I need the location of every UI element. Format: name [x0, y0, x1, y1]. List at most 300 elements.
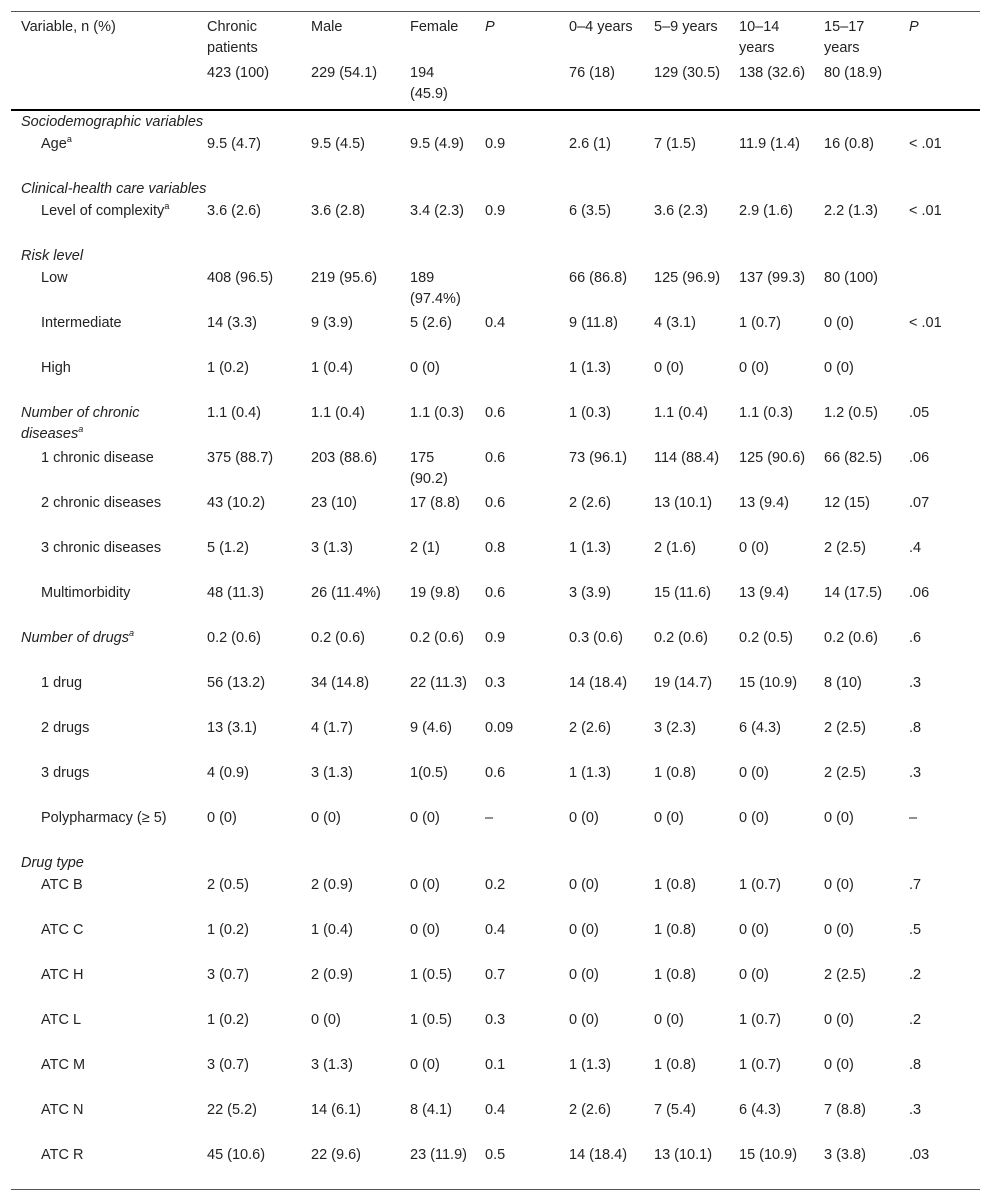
row-label: [11, 807, 197, 852]
cell-age-0-4: 0 (0): [569, 1012, 599, 1028]
row-label-text: 3 drugs: [41, 765, 90, 781]
table-row: [11, 1099, 980, 1144]
cell-age-10-14: 2.9 (1.6): [739, 203, 793, 219]
table-row: [11, 582, 980, 627]
cell-p-age: < .01: [909, 203, 942, 219]
row-label: [11, 627, 197, 672]
row-label: [11, 582, 197, 627]
cell-age-5-9: 125 (96.9): [654, 270, 721, 286]
row-label-text: ATC H: [41, 967, 84, 983]
cell-age-5-9: 1 (0.8): [654, 1057, 696, 1073]
row-label: [11, 133, 197, 178]
cell-p-sex: 0.9: [485, 203, 506, 219]
cell-age-5-9: 0 (0): [654, 1012, 684, 1028]
cell-chronic-patients: 1 (0.2): [207, 1012, 249, 1028]
cell-p-age: .6: [909, 630, 922, 646]
total-age-15-17: 80 (18.9): [814, 63, 899, 110]
section-row: [11, 852, 980, 874]
cell-age-0-4: 2.6 (1): [569, 136, 611, 152]
row-label: [11, 402, 197, 447]
header-age-5-9: 5–9 years: [644, 12, 729, 64]
cell-age-5-9: 0.2 (0.6): [654, 630, 708, 646]
cell-male: 23 (10): [311, 495, 357, 511]
cell-chronic-patients: 375 (88.7): [207, 450, 274, 466]
cell-age-5-9: 4 (3.1): [654, 315, 696, 331]
cell-male: 0 (0): [311, 810, 341, 826]
total-male: 229 (54.1): [301, 63, 400, 110]
row-label-text: ATC R: [41, 1147, 84, 1163]
cell-age-15-17: 12 (15): [824, 495, 870, 511]
cell-female: 17 (8.8): [410, 495, 460, 511]
row-label: [11, 447, 197, 492]
cell-chronic-patients: 43 (10.2): [207, 495, 266, 511]
cell-p-age: .7: [909, 877, 922, 893]
table-row: [11, 762, 980, 807]
cell-p-sex: 0.3: [485, 675, 506, 691]
cell-age-5-9: 3.6 (2.3): [654, 203, 708, 219]
row-label: [11, 874, 197, 919]
row-label: [11, 357, 197, 402]
cell-age-5-9: 13 (10.1): [654, 495, 713, 511]
cell-age-15-17: 2 (2.5): [824, 540, 866, 556]
cell-chronic-patients: 1 (0.2): [207, 360, 249, 376]
cell-age-5-9: 0 (0): [654, 810, 684, 826]
table-row: [11, 312, 980, 357]
cell-age-10-14: 1 (0.7): [739, 1057, 781, 1073]
cell-male: 9 (3.9): [311, 315, 353, 331]
cell-chronic-patients: 3 (0.7): [207, 1057, 249, 1073]
cell-p-age: .07: [909, 495, 930, 511]
row-label-text: High: [41, 360, 71, 376]
cell-male: 4 (1.7): [311, 720, 353, 736]
cell-p-sex: 0.6: [485, 450, 506, 466]
header-labels-row: [11, 12, 980, 64]
header-female: Female: [400, 12, 475, 64]
cell-male: 3 (1.3): [311, 765, 353, 781]
table-row: [11, 1054, 980, 1099]
cell-p-sex: 0.3: [485, 1012, 506, 1028]
row-label-text: ATC N: [41, 1102, 84, 1118]
table-body: [11, 110, 980, 1190]
row-label-text: Polypharmacy (≥ 5): [41, 810, 167, 826]
section-label: Sociodemographic variables: [21, 114, 204, 130]
table-row: [11, 447, 980, 492]
cell-p-age: .03: [899, 1144, 980, 1190]
cell-age-15-17: 80 (100): [824, 270, 879, 286]
cell-chronic-patients: 3.6 (2.6): [207, 203, 261, 219]
cell-chronic-patients: 56 (13.2): [207, 675, 266, 691]
cell-p-age: .3: [909, 675, 922, 691]
header-age-0-4: 0–4 years: [559, 12, 644, 64]
row-label: [11, 1099, 197, 1144]
chronic-patients-table: [11, 11, 980, 1190]
cell-p-age: .06: [909, 450, 930, 466]
table-row: [11, 200, 980, 245]
cell-age-0-4: 3 (3.9): [569, 585, 611, 601]
cell-age-15-17: 2 (2.5): [824, 765, 866, 781]
row-label-text: ATC M: [41, 1057, 86, 1073]
cell-age-0-4: 6 (3.5): [569, 203, 611, 219]
cell-p-sex: 0.9: [485, 136, 506, 152]
cell-female: 9 (4.6): [410, 720, 452, 736]
section-row: [11, 110, 980, 133]
cell-age-0-4: 2 (2.6): [569, 1102, 611, 1118]
cell-chronic-patients: 4 (0.9): [207, 765, 249, 781]
row-label-text: Number of drugs: [21, 630, 129, 646]
cell-p-sex: 0.8: [485, 540, 506, 556]
section-label: Risk level: [21, 248, 84, 264]
table-row: [11, 964, 980, 1009]
header-chronic-patients: Chronic patients: [197, 12, 301, 64]
table-row: [11, 717, 980, 762]
cell-age-15-17: 2 (2.5): [824, 720, 866, 736]
row-label: [11, 964, 197, 1009]
cell-p-age: < .01: [909, 136, 942, 152]
table-row: [11, 807, 980, 852]
cell-age-0-4: 0 (0): [569, 877, 599, 893]
cell-female: 189 (97.4%): [410, 270, 461, 307]
cell-p-age: .05: [909, 405, 930, 421]
row-label: [11, 717, 197, 762]
cell-p-sex: 0.4: [485, 922, 506, 938]
section-row: [11, 245, 980, 267]
cell-female: 22 (11.3): [410, 675, 467, 691]
cell-male: 2 (0.9): [311, 877, 353, 893]
cell-female: 1 (0.5): [410, 1012, 452, 1028]
cell-age-0-4: 14 (18.4): [559, 1144, 644, 1190]
cell-age-10-14: 0 (0): [739, 540, 769, 556]
cell-age-0-4: 9 (11.8): [569, 315, 618, 331]
cell-p-sex: 0.6: [485, 405, 506, 421]
cell-age-10-14: 137 (99.3): [739, 270, 806, 286]
cell-chronic-patients: 45 (10.6): [197, 1144, 301, 1190]
cell-chronic-patients: 14 (3.3): [207, 315, 257, 331]
cell-male: 22 (9.6): [301, 1144, 400, 1190]
cell-female: 1 (0.5): [410, 967, 452, 983]
header-age-10-14: 10–14 years: [729, 12, 814, 64]
cell-chronic-patients: 1 (0.2): [207, 922, 249, 938]
cell-age-0-4: 0.3 (0.6): [569, 630, 623, 646]
cell-male: 9.5 (4.5): [311, 136, 365, 152]
row-label-text: 2 drugs: [41, 720, 90, 736]
totals-blank: [11, 63, 197, 110]
table-header: [11, 12, 980, 111]
cell-age-15-17: 2.2 (1.3): [824, 203, 878, 219]
cell-male: 34 (14.8): [311, 675, 370, 691]
table-row: [11, 357, 980, 402]
cell-age-10-14: 1 (0.7): [739, 315, 781, 331]
cell-age-15-17: 66 (82.5): [824, 450, 883, 466]
header-p-sex: P: [475, 12, 559, 64]
row-label-text: Low: [41, 270, 68, 286]
row-label-text: 1 chronic disease: [41, 450, 154, 466]
cell-age-5-9: 19 (14.7): [654, 675, 713, 691]
cell-p-sex: 0.4: [485, 1102, 506, 1118]
cell-age-10-14: 6 (4.3): [739, 1102, 781, 1118]
cell-age-5-9: 13 (10.1): [644, 1144, 729, 1190]
cell-p-sex: 0.6: [485, 495, 506, 511]
cell-age-0-4: 2 (2.6): [569, 720, 611, 736]
cell-p-sex: 0.7: [485, 967, 506, 983]
row-label-text: ATC C: [41, 922, 84, 938]
row-label-text: Age: [41, 136, 67, 152]
row-label-text: ATC B: [41, 877, 83, 893]
row-label: [11, 267, 197, 312]
cell-chronic-patients: 1.1 (0.4): [207, 405, 261, 421]
row-label: [11, 1054, 197, 1099]
cell-age-5-9: 1.1 (0.4): [654, 405, 708, 421]
cell-age-0-4: 0 (0): [569, 922, 599, 938]
cell-age-10-14: 0 (0): [739, 922, 769, 938]
cell-p-sex: 0.2: [485, 877, 506, 893]
footnote-marker: a: [164, 201, 170, 212]
cell-chronic-patients: 3 (0.7): [207, 967, 249, 983]
cell-age-15-17: 14 (17.5): [824, 585, 883, 601]
cell-female: 3.4 (2.3): [410, 203, 464, 219]
cell-chronic-patients: 2 (0.5): [207, 877, 249, 893]
cell-male: 1 (0.4): [311, 922, 353, 938]
row-label-text: Level of complexity: [41, 203, 165, 219]
cell-p-sex: –: [485, 810, 494, 826]
cell-female: 0 (0): [410, 1057, 440, 1073]
section-row: [11, 178, 980, 200]
cell-female: 0 (0): [410, 877, 440, 893]
cell-female: 5 (2.6): [410, 315, 452, 331]
cell-age-5-9: 7 (1.5): [654, 136, 696, 152]
cell-female: 0 (0): [410, 360, 440, 376]
cell-p-age: [899, 357, 980, 402]
total-female: 194 (45.9): [400, 63, 475, 110]
section-label: Clinical-health care variables: [21, 181, 207, 197]
cell-age-0-4: 1 (1.3): [569, 765, 611, 781]
cell-chronic-patients: 9.5 (4.7): [207, 136, 261, 152]
table-row: [11, 402, 980, 447]
cell-age-10-14: 11.9 (1.4): [739, 136, 800, 152]
cell-age-15-17: 8 (10): [824, 675, 862, 691]
cell-chronic-patients: 5 (1.2): [207, 540, 249, 556]
cell-age-10-14: 1 (0.7): [739, 1012, 781, 1028]
cell-chronic-patients: 13 (3.1): [207, 720, 257, 736]
cell-age-0-4: 0 (0): [569, 810, 599, 826]
cell-p-age: .8: [909, 720, 922, 736]
total-age-0-4: 76 (18): [559, 63, 644, 110]
cell-p-age: .2: [909, 1012, 922, 1028]
cell-p-sex: 0.09: [485, 720, 514, 736]
cell-p-sex: 0.1: [485, 1057, 506, 1073]
cell-age-5-9: 1 (0.8): [654, 765, 696, 781]
cell-female: 8 (4.1): [410, 1102, 452, 1118]
cell-age-5-9: 7 (5.4): [654, 1102, 696, 1118]
cell-age-5-9: 3 (2.3): [654, 720, 696, 736]
header-age-15-17: 15–17 years: [814, 12, 899, 64]
total-age-10-14: 138 (32.6): [729, 63, 814, 110]
row-label: [11, 537, 197, 582]
cell-p-age: .3: [909, 765, 922, 781]
cell-p-age: < .01: [909, 315, 942, 331]
cell-male: 14 (6.1): [311, 1102, 361, 1118]
row-label-text: Number of chronic diseases: [21, 405, 140, 442]
table-row: [11, 492, 980, 537]
cell-male: 1.1 (0.4): [311, 405, 365, 421]
cell-p-age: .4: [909, 540, 922, 556]
cell-p-sex: 0.4: [485, 315, 506, 331]
cell-male: 26 (11.4%): [311, 585, 381, 601]
cell-p-age: [899, 267, 980, 312]
table-row: [11, 267, 980, 312]
cell-age-15-17: 3 (3.8): [814, 1144, 899, 1190]
cell-age-15-17: 0 (0): [824, 1012, 854, 1028]
cell-male: 203 (88.6): [311, 450, 378, 466]
cell-male: 2 (0.9): [311, 967, 353, 983]
cell-age-10-14: 6 (4.3): [739, 720, 781, 736]
row-label: [11, 919, 197, 964]
cell-p-age: .06: [909, 585, 930, 601]
row-label-text: Multimorbidity: [41, 585, 131, 601]
cell-age-10-14: 15 (10.9): [729, 1144, 814, 1190]
cell-age-0-4: 2 (2.6): [569, 495, 611, 511]
row-label: [11, 672, 197, 717]
cell-age-10-14: 15 (10.9): [739, 675, 798, 691]
cell-female: 23 (11.9): [400, 1144, 475, 1190]
cell-p-sex: [475, 357, 559, 402]
cell-age-10-14: 0 (0): [739, 810, 769, 826]
table-row: [11, 537, 980, 582]
footnote-marker: a: [129, 628, 135, 639]
cell-age-0-4: 73 (96.1): [569, 450, 628, 466]
cell-age-0-4: 66 (86.8): [569, 270, 628, 286]
row-label-text: 1 drug: [41, 675, 83, 691]
cell-age-5-9: 2 (1.6): [654, 540, 696, 556]
section-label: Drug type: [21, 855, 84, 871]
row-label: [11, 1144, 197, 1190]
cell-age-10-14: 0 (0): [739, 360, 769, 376]
cell-female: 0 (0): [410, 922, 440, 938]
cell-age-0-4: 1 (0.3): [569, 405, 611, 421]
row-label-text: ATC L: [41, 1012, 82, 1028]
cell-chronic-patients: 48 (11.3): [207, 585, 264, 601]
table-row: [11, 1144, 980, 1190]
cell-age-15-17: 0 (0): [824, 1057, 854, 1073]
header-male: Male: [301, 12, 400, 64]
cell-male: 3.6 (2.8): [311, 203, 365, 219]
cell-age-15-17: 0 (0): [824, 315, 854, 331]
row-label: [11, 200, 197, 245]
total-p-age: [899, 63, 980, 110]
cell-age-5-9: 0 (0): [654, 360, 684, 376]
cell-age-0-4: 1 (1.3): [569, 1057, 611, 1073]
cell-age-10-14: 0.2 (0.5): [739, 630, 793, 646]
cell-female: 1(0.5): [410, 765, 448, 781]
table-row: [11, 1009, 980, 1054]
cell-age-0-4: 14 (18.4): [569, 675, 628, 691]
row-label-text: 3 chronic diseases: [41, 540, 162, 556]
cell-age-15-17: 1.2 (0.5): [824, 405, 878, 421]
cell-chronic-patients: 408 (96.5): [207, 270, 274, 286]
cell-female: 0.2 (0.6): [410, 630, 464, 646]
cell-chronic-patients: 22 (5.2): [207, 1102, 257, 1118]
cell-age-15-17: 2 (2.5): [824, 967, 866, 983]
cell-age-10-14: 125 (90.6): [739, 450, 806, 466]
cell-age-0-4: 1 (1.3): [569, 360, 611, 376]
cell-age-15-17: 0 (0): [824, 810, 854, 826]
cell-age-15-17: 7 (8.8): [824, 1102, 866, 1118]
cell-male: 0.2 (0.6): [311, 630, 365, 646]
cell-age-10-14: 0 (0): [739, 765, 769, 781]
cell-chronic-patients: 0.2 (0.6): [207, 630, 261, 646]
cell-female: 19 (9.8): [410, 585, 460, 601]
cell-age-5-9: 1 (0.8): [654, 877, 696, 893]
cell-age-15-17: 0 (0): [824, 360, 854, 376]
cell-age-15-17: 16 (0.8): [824, 136, 874, 152]
cell-age-0-4: 0 (0): [569, 967, 599, 983]
row-label: [11, 312, 197, 357]
cell-p-sex: 0.6: [485, 585, 506, 601]
table-row: [11, 133, 980, 178]
header-variable: [11, 12, 197, 64]
table-row: [11, 874, 980, 919]
footnote-marker: a: [78, 424, 84, 435]
cell-age-10-14: 13 (9.4): [739, 585, 789, 601]
table-row: [11, 919, 980, 964]
total-p-sex: [475, 63, 559, 110]
row-label: [11, 1009, 197, 1054]
cell-female: 1.1 (0.3): [410, 405, 464, 421]
cell-male: 0 (0): [311, 1012, 341, 1028]
cell-p-age: .8: [909, 1057, 922, 1073]
cell-chronic-patients: 0 (0): [207, 810, 237, 826]
header-p-age: P: [899, 12, 980, 64]
cell-age-5-9: 1 (0.8): [654, 922, 696, 938]
cell-female: 9.5 (4.9): [410, 136, 464, 152]
cell-age-5-9: 15 (11.6): [654, 585, 711, 601]
row-label: [11, 762, 197, 807]
cell-female: 0 (0): [410, 810, 440, 826]
header-variable-text: Variable, n (%): [21, 19, 116, 35]
cell-male: 3 (1.3): [311, 1057, 353, 1073]
cell-female: 2 (1): [410, 540, 440, 556]
cell-age-5-9: 114 (88.4): [654, 450, 720, 466]
cell-female: 175 (90.2): [410, 450, 448, 487]
row-label: [11, 492, 197, 537]
cell-male: 1 (0.4): [311, 360, 353, 376]
total-age-5-9: 129 (30.5): [644, 63, 729, 110]
cell-p-sex: [475, 267, 559, 312]
cell-age-10-14: 0 (0): [739, 967, 769, 983]
cell-p-age: .3: [909, 1102, 922, 1118]
cell-p-sex: 0.5: [475, 1144, 559, 1190]
row-label-text: 2 chronic diseases: [41, 495, 162, 511]
table-row: [11, 672, 980, 717]
table-row: [11, 627, 980, 672]
row-label-text: Intermediate: [41, 315, 122, 331]
cell-p-age: .5: [909, 922, 922, 938]
cell-age-15-17: 0 (0): [824, 877, 854, 893]
cell-age-0-4: 1 (1.3): [569, 540, 611, 556]
cell-age-10-14: 1.1 (0.3): [739, 405, 793, 421]
cell-p-age: –: [909, 810, 918, 826]
cell-p-age: .2: [909, 967, 922, 983]
cell-age-15-17: 0.2 (0.6): [824, 630, 878, 646]
cell-male: 3 (1.3): [311, 540, 353, 556]
cell-age-10-14: 13 (9.4): [739, 495, 789, 511]
cell-age-15-17: 0 (0): [824, 922, 854, 938]
cell-p-sex: 0.9: [485, 630, 506, 646]
footnote-marker: a: [66, 134, 72, 145]
header-totals-row: [11, 63, 980, 110]
cell-age-10-14: 1 (0.7): [739, 877, 781, 893]
cell-age-5-9: 1 (0.8): [654, 967, 696, 983]
total-chronic-patients: 423 (100): [197, 63, 301, 110]
